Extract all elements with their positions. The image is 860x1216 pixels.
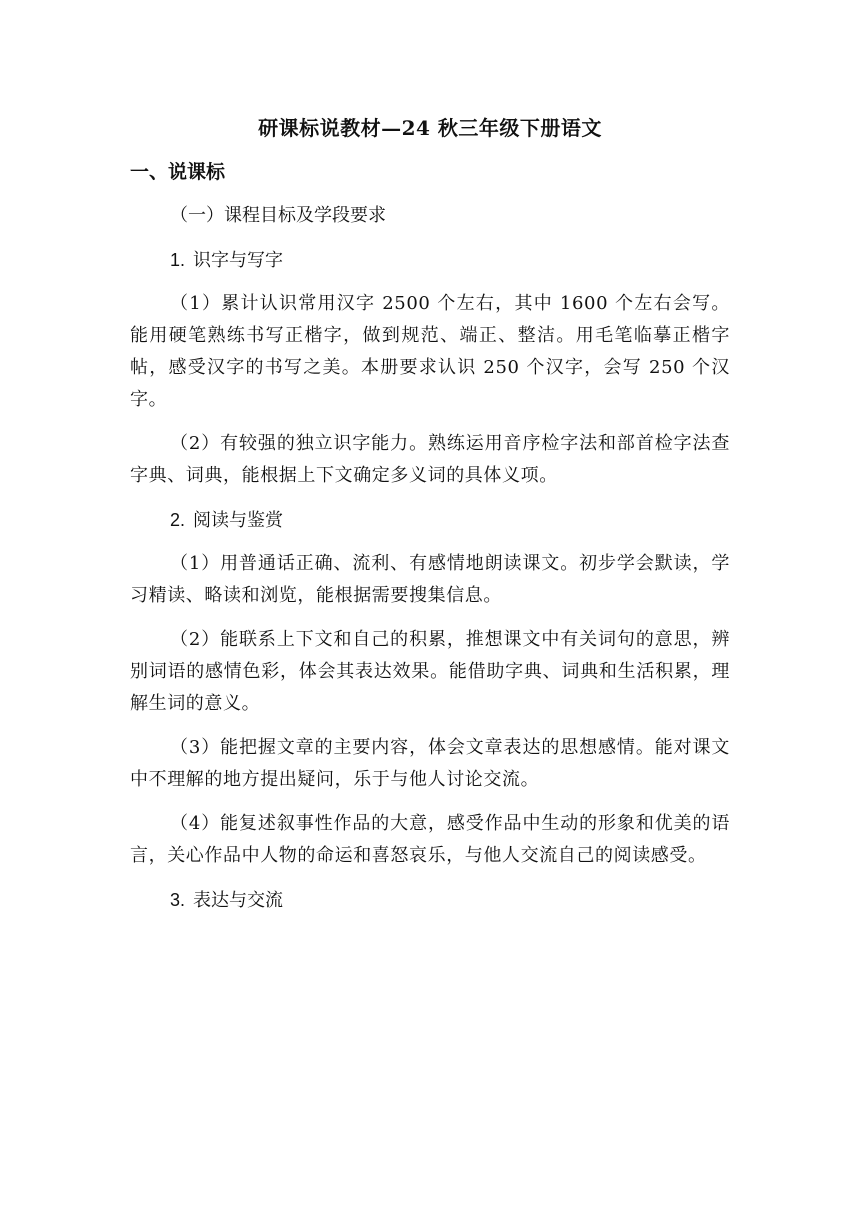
item-number: 1. xyxy=(170,250,186,270)
item-heading-text: 表达与交流 xyxy=(193,890,284,911)
item-number: 2. xyxy=(170,510,186,530)
paragraph: （1）用普通话正确、流利、有感情地朗读课文。初步学会默读，学习精读、略读和浏览，能根据需要搜集信息。 xyxy=(130,553,730,606)
item-heading-literacy xyxy=(130,244,730,276)
document-title: 研课标说教材—24 秋三年级下册语文 xyxy=(258,116,602,140)
paragraph: （2）能联系上下文和自己的积累，推想课文中有关词句的意思，辨别词语的感情色彩，体会其表达效果。能借助字典、词典和生活积累，理解生词的意义。 xyxy=(130,629,730,714)
document-body xyxy=(130,112,730,928)
paragraph: （3）能把握文章的主要内容，体会文章表达的思想感情。能对课文中不理解的地方提出疑问，乐于与他人讨论交流。 xyxy=(130,737,730,790)
item-heading-text: 识字与写字 xyxy=(193,250,284,271)
paragraph: （1）累计认识常用汉字 2500 个左右，其中 1600 个左右会写。能用硬笔熟练书写正楷字，做到规范、端正、整洁。用毛笔临摹正楷字帖，感受汉字的书写之美。本册要求认识 250 个汉字，会写 250 个汉字。 xyxy=(130,293,730,410)
section-heading: 一、说课标 xyxy=(130,161,226,183)
item-number: 3. xyxy=(170,890,186,910)
item-heading-text: 阅读与鉴赏 xyxy=(193,510,284,531)
paragraph: （2）有较强的独立识字能力。熟练运用音序检字法和部首检字法查字典、词典，能根据上下文确定多义词的具体义项。 xyxy=(130,433,730,486)
paragraph: （4）能复述叙事性作品的大意，感受作品中生动的形象和优美的语言，关心作品中人物的命运和喜怒哀乐，与他人交流自己的阅读感受。 xyxy=(130,813,730,866)
subsection-heading: （一）课程目标及学段要求 xyxy=(170,205,386,226)
item-heading-expression xyxy=(130,884,730,916)
item-heading-reading xyxy=(130,504,730,536)
